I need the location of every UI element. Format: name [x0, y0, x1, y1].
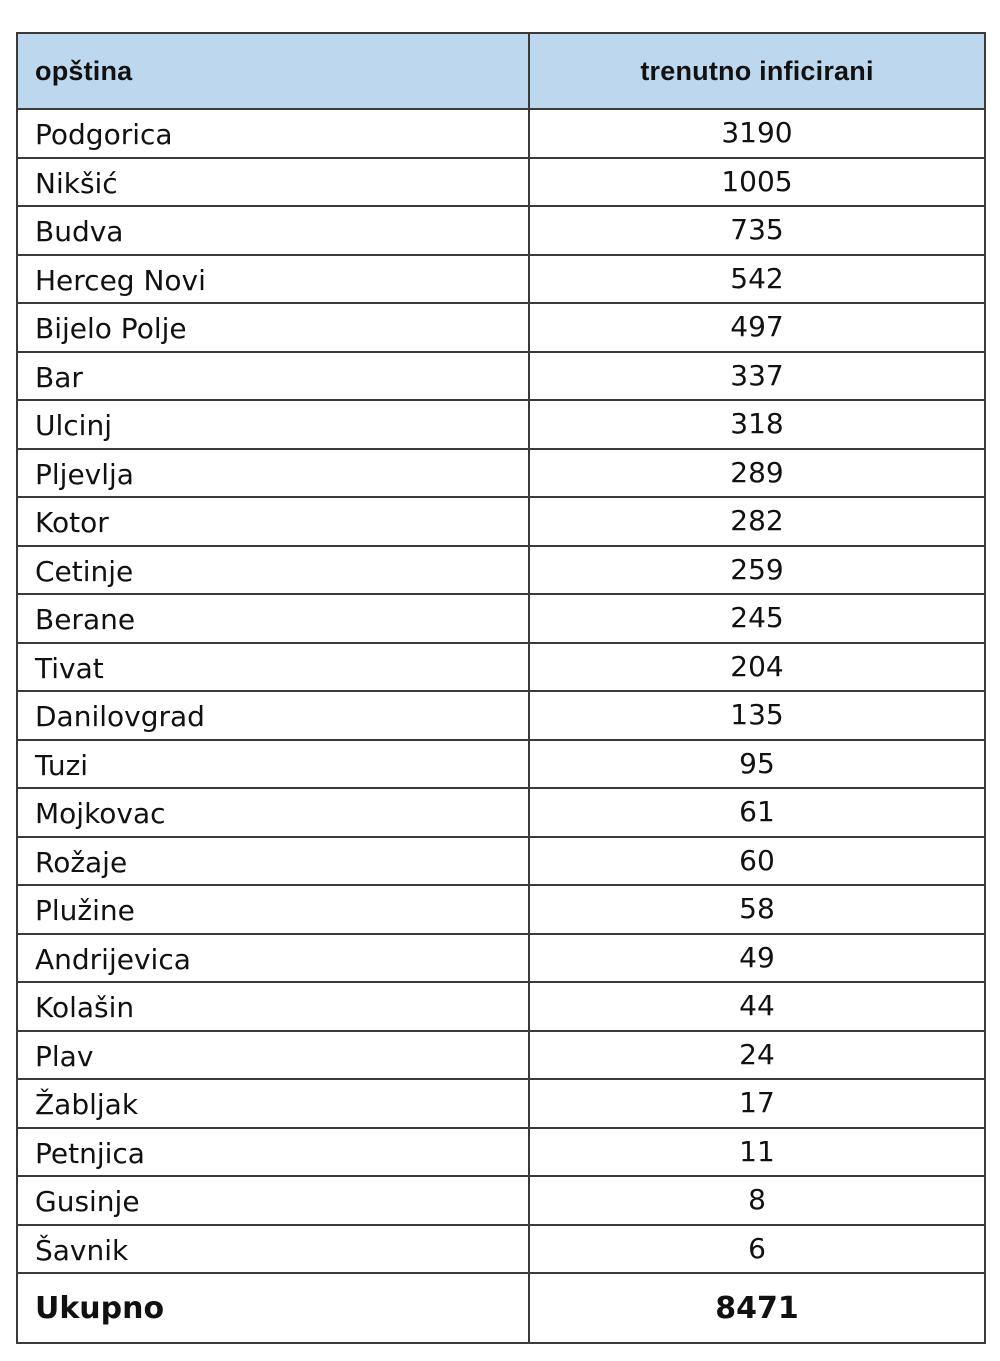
table-row	[17, 497, 985, 546]
infected-count-cell: 3190	[529, 109, 985, 158]
municipality-cell: Bijelo Polje	[17, 303, 529, 352]
table-row	[17, 982, 985, 1031]
infected-count-cell: 282	[529, 497, 985, 546]
municipality-cell: Mojkovac	[17, 788, 529, 837]
infected-count-cell: 8	[529, 1176, 985, 1225]
table-row	[17, 158, 985, 207]
infected-count-cell: 58	[529, 885, 985, 934]
infected-count-cell: 735	[529, 206, 985, 255]
municipality-cell: Žabljak	[17, 1079, 529, 1128]
infected-count-cell: 337	[529, 352, 985, 401]
table-row	[17, 788, 985, 837]
infected-count-cell: 259	[529, 546, 985, 595]
infected-count-cell: 6	[529, 1225, 985, 1274]
table-row	[17, 1176, 985, 1225]
table-row	[17, 1079, 985, 1128]
table-row	[17, 449, 985, 498]
table-row	[17, 400, 985, 449]
column-header-infected: trenutno inficirani	[529, 33, 985, 109]
table-row	[17, 594, 985, 643]
infected-count-cell: 1005	[529, 158, 985, 207]
table-row	[17, 691, 985, 740]
table-row	[17, 1225, 985, 1274]
total-value: 8471	[529, 1273, 985, 1343]
municipality-cell: Gusinje	[17, 1176, 529, 1225]
infected-count-cell: 542	[529, 255, 985, 304]
municipality-cell: Kolašin	[17, 982, 529, 1031]
header-row	[17, 33, 985, 109]
municipality-cell: Plužine	[17, 885, 529, 934]
infected-count-cell: 135	[529, 691, 985, 740]
infected-count-cell: 289	[529, 449, 985, 498]
infected-count-cell: 49	[529, 934, 985, 983]
table-row	[17, 546, 985, 595]
table-row	[17, 303, 985, 352]
municipality-cell: Danilovgrad	[17, 691, 529, 740]
infected-count-cell: 17	[529, 1079, 985, 1128]
table-row	[17, 1128, 985, 1177]
column-header-municipality: opština	[17, 33, 529, 109]
total-label: Ukupno	[17, 1273, 529, 1343]
table-body	[17, 109, 985, 1273]
table-footer	[17, 1273, 985, 1343]
table-row	[17, 1031, 985, 1080]
infected-count-cell: 11	[529, 1128, 985, 1177]
table-row	[17, 885, 985, 934]
municipality-cell: Andrijevica	[17, 934, 529, 983]
table-row	[17, 837, 985, 886]
infections-table	[16, 32, 986, 1344]
municipality-cell: Tivat	[17, 643, 529, 692]
table-row	[17, 109, 985, 158]
municipality-cell: Plav	[17, 1031, 529, 1080]
municipality-cell: Bar	[17, 352, 529, 401]
infected-count-cell: 60	[529, 837, 985, 886]
infected-count-cell: 95	[529, 740, 985, 789]
infected-count-cell: 204	[529, 643, 985, 692]
table-row	[17, 206, 985, 255]
municipality-cell: Nikšić	[17, 158, 529, 207]
table-row	[17, 934, 985, 983]
total-row	[17, 1273, 985, 1343]
infected-count-cell: 318	[529, 400, 985, 449]
infected-count-cell: 497	[529, 303, 985, 352]
infected-count-cell: 61	[529, 788, 985, 837]
municipality-cell: Tuzi	[17, 740, 529, 789]
municipality-cell: Herceg Novi	[17, 255, 529, 304]
municipality-cell: Budva	[17, 206, 529, 255]
municipality-cell: Berane	[17, 594, 529, 643]
table-row	[17, 740, 985, 789]
table-row	[17, 255, 985, 304]
municipality-cell: Ulcinj	[17, 400, 529, 449]
infections-table-container	[16, 32, 984, 1344]
table-row	[17, 352, 985, 401]
municipality-cell: Podgorica	[17, 109, 529, 158]
municipality-cell: Pljevlja	[17, 449, 529, 498]
table-row	[17, 643, 985, 692]
infected-count-cell: 44	[529, 982, 985, 1031]
municipality-cell: Kotor	[17, 497, 529, 546]
municipality-cell: Rožaje	[17, 837, 529, 886]
infected-count-cell: 24	[529, 1031, 985, 1080]
municipality-cell: Cetinje	[17, 546, 529, 595]
table-header	[17, 33, 985, 109]
municipality-cell: Šavnik	[17, 1225, 529, 1274]
municipality-cell: Petnjica	[17, 1128, 529, 1177]
infected-count-cell: 245	[529, 594, 985, 643]
